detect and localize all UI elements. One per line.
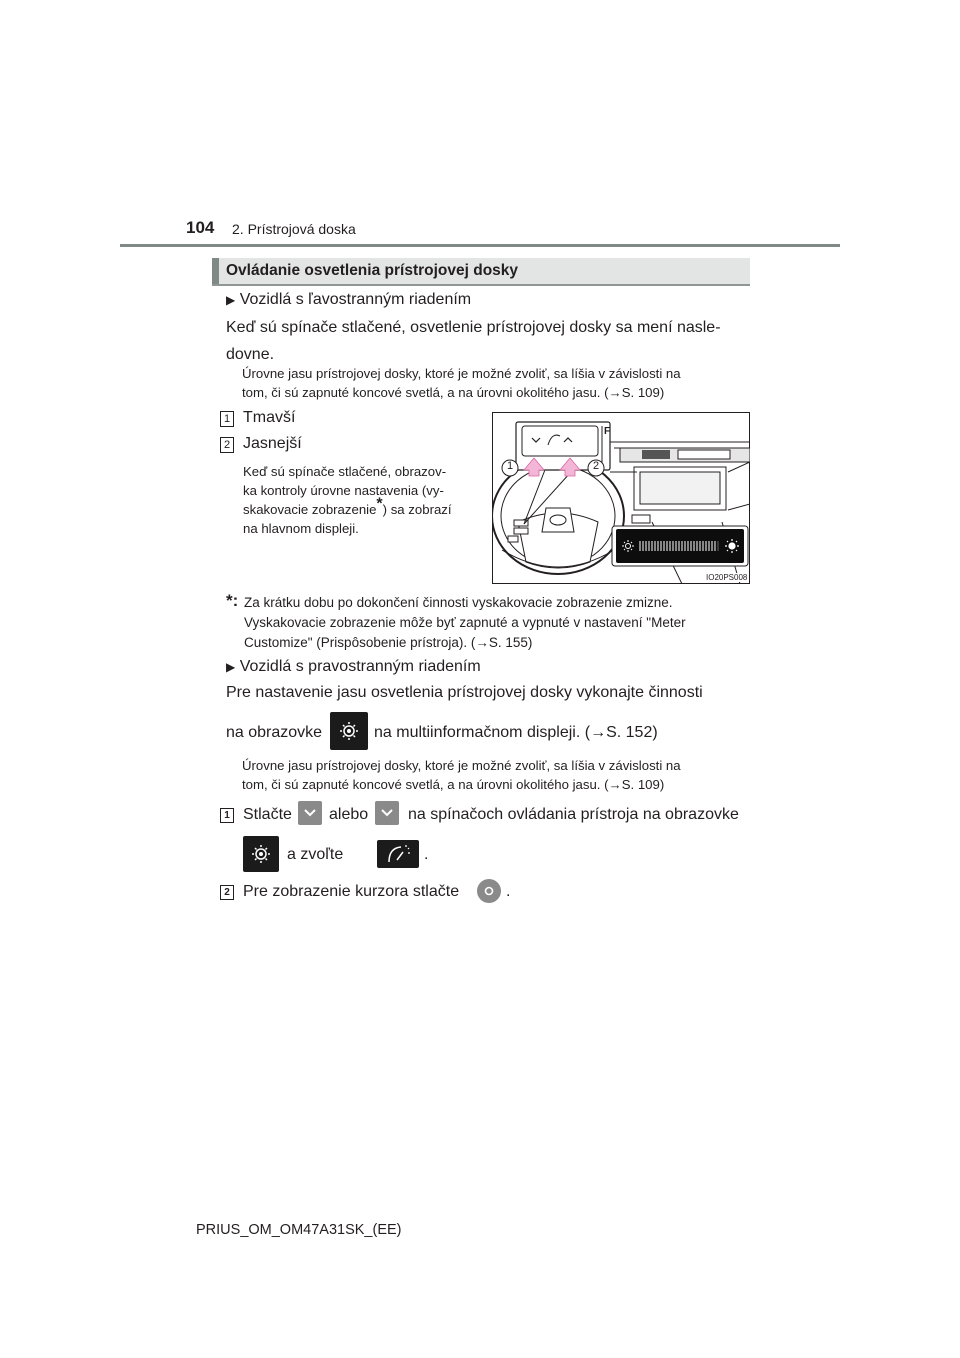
item-brighter: Jasnejší — [243, 435, 302, 452]
triangle-bullet-icon: ▶ — [226, 660, 236, 674]
settings-screen-icon — [243, 836, 279, 872]
chapter-title: 2. Prístrojová doska — [232, 221, 356, 237]
step-1-line-1: Stlačte alebo na spínačoch ovládania prístroja na obrazovke — [243, 806, 763, 830]
step-2-line: Pre zobrazenie kurzora stlačte . — [243, 883, 763, 907]
rhd-heading-row — [226, 658, 481, 676]
callout-2: 2 — [592, 460, 600, 472]
popup-note-line-4: na hlavnom displeji. — [243, 521, 359, 536]
section-heading-bar — [212, 258, 219, 284]
lhd-note-line-2: tom, či sú zapnuté koncové svetlá, a na úrovni okolitého jasu. (→S. 109) — [242, 385, 665, 400]
lhd-note — [242, 364, 750, 402]
callout-1: 1 — [506, 460, 514, 472]
enter-button-icon — [477, 879, 501, 903]
rhd-note-line-1: Úrovne jasu prístrojovej dosky, ktoré je možné zvoliť, sa líšia v závislosti na — [242, 758, 681, 773]
lhd-note-line-1: Úrovne jasu prístrojovej dosky, ktoré je možné zvoliť, sa líšia v závislosti na — [242, 366, 681, 381]
footnote-text — [244, 593, 748, 653]
lhd-body — [226, 314, 748, 368]
step-1-line-2: a zvoľte . — [243, 846, 763, 876]
page-number: 104 — [186, 218, 215, 237]
item-number-2: 2 — [220, 437, 234, 453]
item-number-1: 1 — [220, 411, 234, 427]
lhd-body-line-2: dovne. — [226, 346, 275, 363]
rhd-body-line-1: Pre nastavenie jasu osvetlenia prístrojovej dosky vykonajte činnosti — [226, 684, 703, 701]
meter-display — [642, 450, 670, 459]
lhd-heading-row — [226, 291, 471, 309]
header-rule — [120, 244, 840, 247]
popup-note-line-1: Keď sú spínače stlačené, obrazov- — [243, 464, 447, 479]
rhd-note-line-2: tom, či sú zapnuté koncové svetlá, a na úrovni okolitého jasu. (→S. 109) — [242, 777, 665, 792]
footnote-line-1: Za krátku dobu po dokončení činnosti vyskakovacie zobrazenie zmizne. — [244, 595, 673, 610]
settings-screen-icon — [330, 712, 368, 750]
rhd-heading: Vozidlá s pravostranným riadením — [239, 658, 481, 675]
step-number-1: 1 — [220, 808, 234, 823]
meter-brightness-icon — [377, 840, 419, 868]
popup-note-line-3: skakovacie zobrazenie*) sa zobrazí — [243, 495, 452, 517]
popup-note — [243, 462, 487, 538]
footnote-mark: *: — [226, 591, 239, 610]
cockpit-illustration-svg — [492, 412, 750, 584]
section-title: Ovládanie osvetlenia prístrojovej dosky — [226, 262, 519, 279]
down-button-icon — [298, 801, 322, 825]
rhd-note — [242, 756, 750, 794]
footnote-line-2: Vyskakovacie zobrazenie môže byť zapnuté a vypnuté v nastavení "Meter — [244, 615, 686, 630]
item-darker: Tmavší — [243, 409, 296, 426]
rhd-body-line-2: na obrazovke na multiinformačnom displeji. (→S. 152) — [226, 724, 322, 742]
step-number-2: 2 — [220, 885, 234, 900]
section-heading — [212, 258, 750, 286]
lhd-body-line-1: Keď sú spínače stlačené, osvetlenie prístrojovej dosky sa mení nasle- — [226, 319, 721, 336]
up-button-icon — [375, 801, 399, 825]
brightness-popup — [616, 529, 744, 563]
popup-note-line-2: ka kontroly úrovne nastavenia (vy- — [243, 483, 444, 498]
figure-letter: F — [604, 426, 611, 437]
asterisk-mark: * — [376, 495, 383, 513]
brightness-scale — [640, 541, 718, 551]
triangle-bullet-icon: ▶ — [226, 293, 236, 307]
footer-code: PRIUS_OM_OM47A31SK_(EE) — [196, 1222, 402, 1238]
cockpit-illustration — [492, 412, 750, 584]
lhd-heading: Vozidlá s ľavostranným riadením — [239, 291, 472, 308]
footnote-line-3: Customize" (Prispôsobenie prístroja). (→S. 155) — [244, 635, 533, 650]
figure-code: IO20PS008 — [706, 573, 748, 582]
